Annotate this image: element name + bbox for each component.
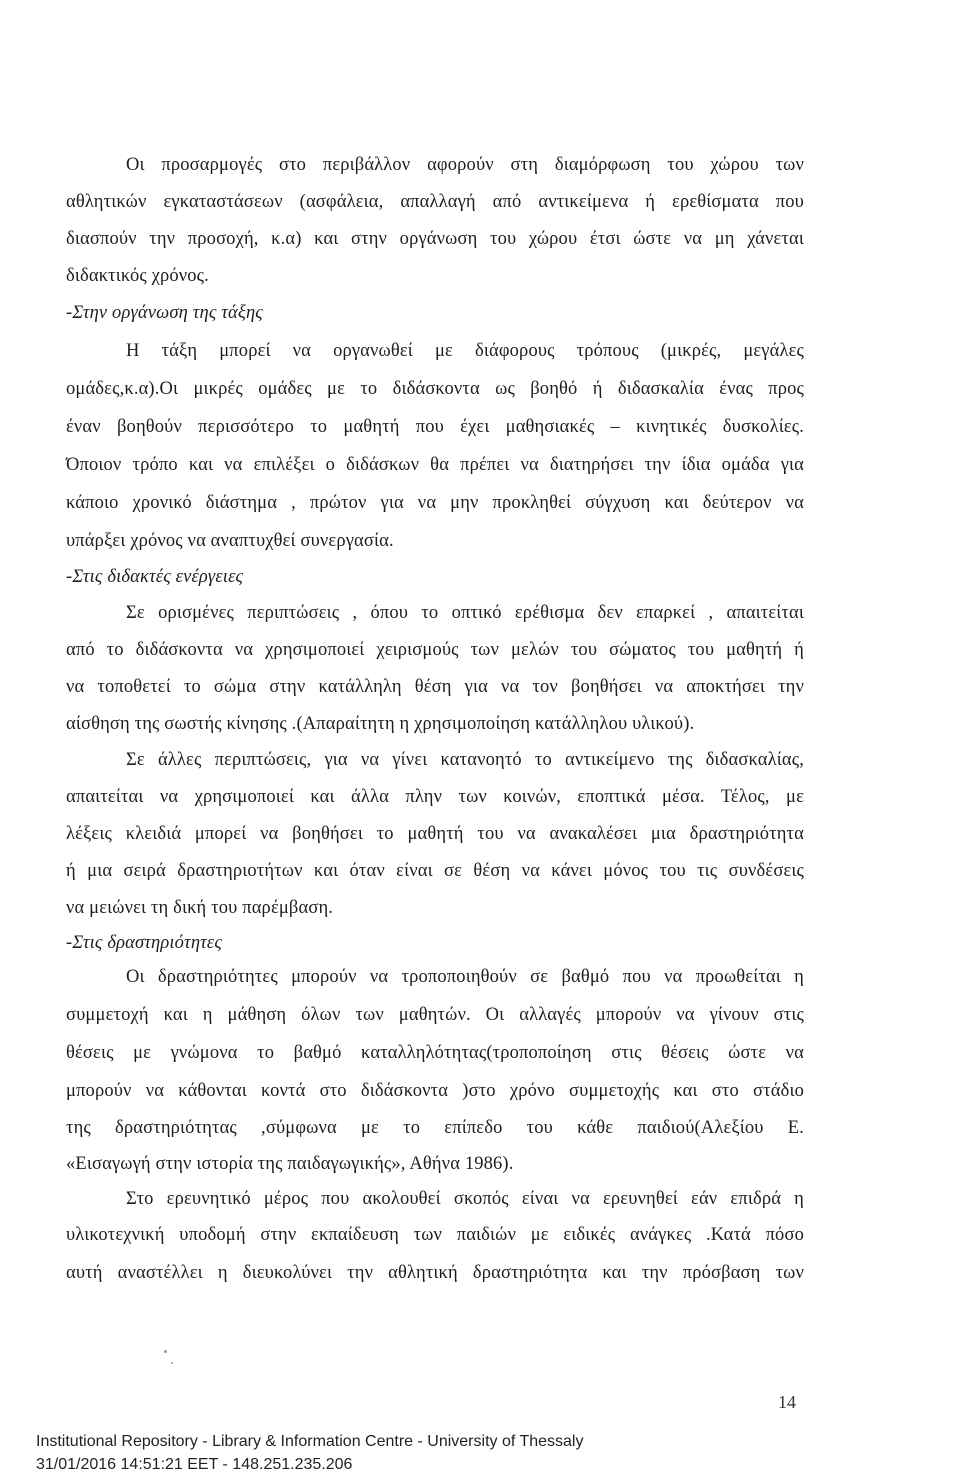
text-line: ή μια σειρά δραστηριοτήτων και όταν είναι σε θέση να κάνει μόνος του τις συνδέσεις [66, 861, 804, 881]
text-line: Οι προσαρμογές στο περιβάλλον αφορούν στη διαμόρφωση του χώρου των [126, 155, 804, 175]
text-line: υλικοτεχνική υποδομή στην εκπαίδευση των παιδιών με ειδικές ανάγκες .Κατά πόσο [66, 1225, 804, 1245]
text-line: θέσεις με γνώμονα το βαθμό καταλληλότητας(τροποποίηση στις θέσεις ώστε να [66, 1043, 804, 1063]
text-line: ομάδες,κ.α).Οι μικρές ομάδες με το διδάσκοντα ως βοηθό ή διδασκαλία ένας προς [66, 379, 804, 399]
text-line: διδακτικός χρόνος. [66, 266, 209, 286]
text-line: κάποιο χρονικό διάστημα , πρώτον για να μην προκληθεί σύγχυση και δεύτερον να [66, 493, 804, 513]
section-heading: -Στις διδακτές ενέργειες [66, 567, 244, 587]
section-heading: -Στην οργάνωση της τάξης [66, 303, 263, 323]
scan-speck [164, 1350, 167, 1353]
text-line: Σε ορισμένες περιπτώσεις , όπου το οπτικό ερέθισμα δεν επαρκεί , απαιτείται [126, 603, 804, 623]
text-line: συμμετοχή και η μάθηση όλων των μαθητών. Οι αλλαγές μπορούν να γίνουν στις [66, 1005, 804, 1025]
text-line: Οι δραστηριότητες μπορούν να τροποποιηθούν σε βαθμό που να προωθείται η [126, 967, 804, 987]
section-heading: -Στις δραστηριότητες [66, 933, 223, 953]
text-line: να τοποθετεί το σώμα στην κατάλληλη θέση για να τον βοηθήσει να αποκτήσει την [66, 677, 804, 697]
text-line: διασπούν την προσοχή, κ.α) και στην οργάνωση του χώρου έτσι ώστε να μη χάνεται [66, 229, 804, 249]
text-line: Η τάξη μπορεί να οργανωθεί με διάφορους τρόπους (μικρές, μεγάλες [126, 341, 804, 361]
text-line: «Εισαγωγή στην ιστορία της παιδαγωγικής», Αθήνα 1986). [66, 1154, 514, 1174]
text-line: από το διδάσκοντα να χρησιμοποιεί χειρισμούς των μελών του σώματος του μαθητή ή [66, 640, 804, 660]
text-line: λέξεις κλειδιά μπορεί να βοηθήσει το μαθητή του να ανακαλέσει μια δραστηριότητα [66, 824, 804, 844]
text-line: της δραστηριότητας ,σύμφωνα με το επίπεδο του κάθε παιδιού(Αλεξίου Ε. [66, 1118, 804, 1138]
text-line: να μειώνει τη δική του παρέμβαση. [66, 898, 334, 918]
text-line: Στο ερευνητικό μέρος που ακολουθεί σκοπός είναι να ερευνηθεί εάν επιδρά η [126, 1189, 804, 1209]
text-line: Όποιον τρόπο και να επιλέξει ο διδάσκων θα πρέπει να διατηρήσει την ίδια ομάδα για [66, 455, 804, 475]
text-line: μπορούν να κάθονται κοντά στο διδάσκοντα )στο χρόνο συμμετοχής και στο στάδιο [66, 1081, 804, 1101]
footer-repository: Institutional Repository - Library & Information Centre - University of Thessaly [36, 1433, 584, 1450]
text-line: Σε άλλες περιπτώσεις, για να γίνει κατανοητό το αντικείμενο της διδασκαλίας, [126, 750, 804, 770]
scan-speck [171, 1362, 173, 1364]
page-number: 14 [778, 1392, 796, 1412]
text-line: αθλητικών εγκαταστάσεων (ασφάλεια, απαλλαγή από αντικείμενα ή ερεθίσματα που [66, 192, 804, 212]
footer-timestamp: 31/01/2016 14:51:21 EET - 148.251.235.206 [36, 1456, 353, 1473]
text-line: υπάρξει χρόνος να αναπτυχθεί συνεργασία. [66, 531, 394, 551]
text-line: αίσθηση της σωστής κίνησης .(Απαραίτητη η χρησιμοποίηση κατάλληλου υλικού). [66, 714, 695, 734]
text-line: αυτή αναστέλλει η διευκολύνει την αθλητική δραστηριότητα και την πρόσβαση των [66, 1263, 804, 1283]
text-line: απαιτείται να χρησιμοποιεί και άλλα πλην των κοινών, εποπτικά μέσα. Τέλος, με [66, 787, 804, 807]
text-line: έναν βοηθούν περισσότερο το μαθητή που έχει μαθησιακές – κινητικές δυσκολίες. [66, 417, 804, 437]
